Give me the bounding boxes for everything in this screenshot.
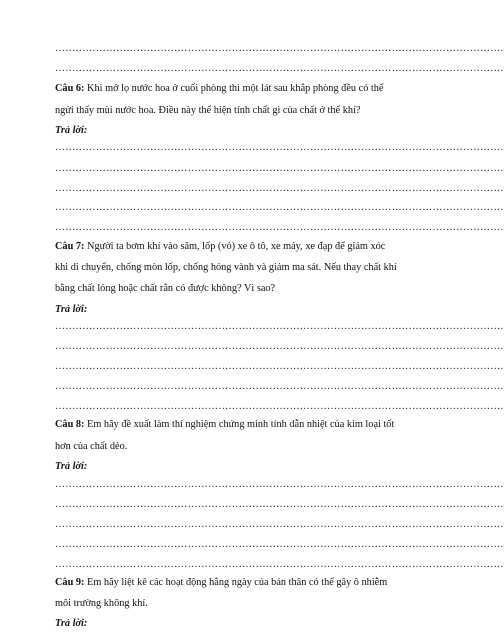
- question-8-text: Em hãy đề xuất làm thí nghiệm chứng minh tính dẫn nhiệt của kim loại tốt: [84, 419, 395, 430]
- answer-label: Trả lời:: [55, 618, 88, 629]
- question-9-line-1: [55, 576, 405, 590]
- question-7-line-3: bằng chất lỏng hoặc chất rắn có được không? Vì sao?: [55, 283, 276, 294]
- answer-line: ……………………………………………………………………………………………………………………: [55, 321, 504, 332]
- answer-line: ……………………………………………………………………………………………………………………: [55, 341, 504, 352]
- answer-line: ……………………………………………………………………………………………………………………: [55, 559, 504, 570]
- answer-label: Trả lời:: [55, 461, 88, 472]
- question-8-line-2: hơn của chất dẻo.: [55, 441, 128, 452]
- question-6-text: Khi mở lọ nước hoa ở cuối phòng thì một lát sau khắp phòng đều có thể: [84, 83, 384, 94]
- question-6-line-1: [55, 82, 405, 96]
- question-6-line-2: ngửi thấy mùi nước hoa. Điều này thể hiện tính chất gì của chất ở thể khí?: [55, 105, 361, 116]
- answer-line: ……………………………………………………………………………………………………………………: [55, 43, 504, 54]
- answer-line: ……………………………………………………………………………………………………………………: [55, 381, 504, 392]
- answer-line: ……………………………………………………………………………………………………………………: [55, 361, 504, 372]
- question-9-number: Câu 9:: [55, 577, 85, 588]
- answer-line: ……………………………………………………………………………………………………………………: [55, 63, 504, 74]
- question-7-text: Người ta bơm khí vào săm, lốp (vỏ) xe ô tô, xe máy, xe đạp để giảm xóc: [84, 241, 386, 252]
- answer-label: Trả lời:: [55, 125, 88, 136]
- question-8-number: Câu 8:: [55, 419, 85, 430]
- answer-line: ……………………………………………………………………………………………………………………: [55, 183, 504, 194]
- answer-line: ……………………………………………………………………………………………………………………: [55, 539, 504, 550]
- answer-line: ……………………………………………………………………………………………………………………: [55, 499, 504, 510]
- answer-line: ……………………………………………………………………………………………………………………: [55, 202, 504, 213]
- answer-line: ……………………………………………………………………………………………………………………: [55, 479, 504, 490]
- answer-line: ……………………………………………………………………………………………………………………: [55, 222, 504, 233]
- question-8-line-1: [55, 418, 405, 432]
- answer-line: ……………………………………………………………………………………………………………………: [55, 401, 504, 412]
- answer-line: ……………………………………………………………………………………………………………………: [55, 163, 504, 174]
- answer-label: Trả lời:: [55, 304, 88, 315]
- answer-line: ……………………………………………………………………………………………………………………: [55, 519, 504, 530]
- question-9-text: Em hãy liệt kê các hoạt động hằng ngày của bản thân có thể gây ô nhiễm: [84, 577, 388, 588]
- question-7-line-1: [55, 240, 405, 254]
- question-7-number: Câu 7:: [55, 241, 85, 252]
- question-7-line-2: khi di chuyển, chống mòn lốp, chống hỏng vành và giảm ma sát. Nếu thay chất khí: [55, 262, 397, 273]
- question-6-number: Câu 6:: [55, 83, 85, 94]
- question-9-line-2: môi trường không khí.: [55, 598, 148, 609]
- answer-line: ……………………………………………………………………………………………………………………: [55, 142, 504, 153]
